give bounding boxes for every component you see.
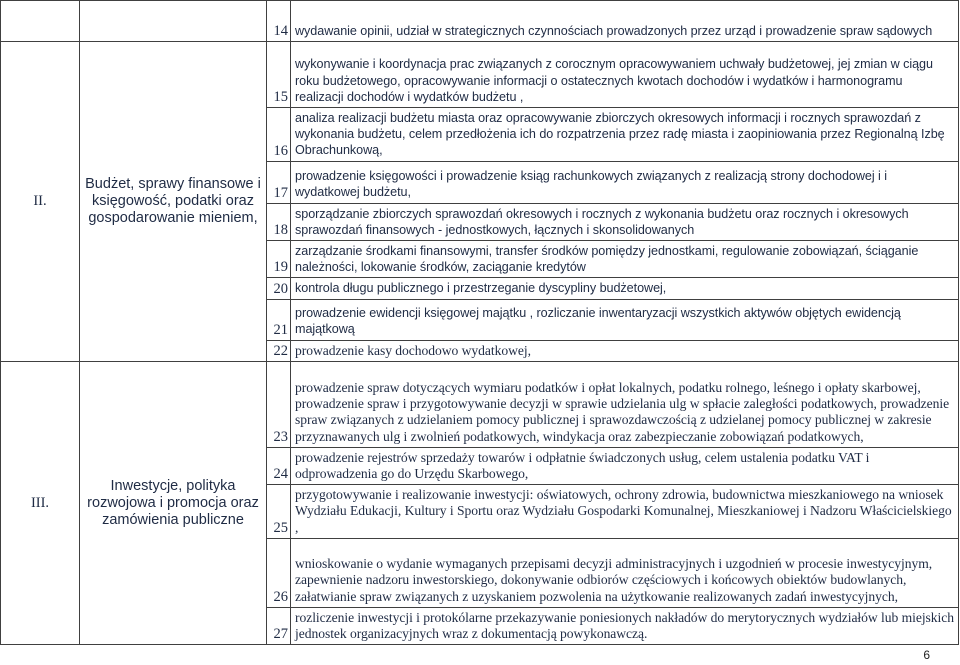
row-number: 18 [267, 203, 291, 240]
table-row [1, 1, 959, 42]
row-number: 14 [267, 1, 291, 42]
section-number: III. [1, 361, 80, 644]
table-row [1, 361, 959, 447]
task-description: prowadzenie księgowości i prowadzenie ksiąg rachunkowych związanych z realizacją strony dochodowej i i wydatkowej budżetu, [291, 161, 959, 203]
row-number: 24 [267, 447, 291, 484]
row-number: 19 [267, 241, 291, 278]
department-name: Budżet, sprawy finansowe i księgowość, podatki oraz gospodarowanie mieniem, [80, 42, 267, 362]
row-number: 21 [267, 299, 291, 340]
task-description: przygotowywanie i realizowanie inwestycji: oświatowych, ochrony zdrowia, budownictwa mieszkaniowego na wniosek Wydziału Edukacji, Kultury i Sportu oraz Wydziału Gospodarki Komunalnej, Mieszkaniowej i Nadzoru Właścicielskiego , [291, 485, 959, 539]
row-number: 23 [267, 361, 291, 447]
task-description: rozliczenie inwestycji i protokólarne przekazywanie poniesionych nakładów do merytorycznych wydziałów lub miejskich jednostek organizacyjnych wraz z dokumentacją powykonawczą. [291, 607, 959, 644]
task-description: analiza realizacji budżetu miasta oraz opracowywanie zbiorczych okresowych informacji i rocznych sprawozdań z wykonania budżetu, celem przedłożenia ich do rozpatrzenia przez radę miasta i zaopiniowania przez Regionalną Izbę Obrachunkową, [291, 108, 959, 162]
task-description: wydawanie opinii, udział w strategicznych czynnościach prowadzonych przez urząd i prowadzenie spraw sądowych [291, 1, 959, 42]
task-description: prowadzenie rejestrów sprzedaży towarów i odpłatnie świadczonych usług, celem ustalenia podatku VAT i odprowadzenia go do Urzędu Skarbowego, [291, 447, 959, 484]
section-number-cell [1, 1, 80, 42]
task-description: kontrola długu publicznego i przestrzeganie dyscypliny budżetowej, [291, 278, 959, 299]
department-name: Inwestycje, polityka rozwojowa i promocja oraz zamówienia publiczne [80, 361, 267, 644]
row-number: 17 [267, 161, 291, 203]
row-number: 16 [267, 108, 291, 162]
task-description: prowadzenie ewidencji księgowej majątku , rozliczanie inwentaryzacji wszystkich aktywów objętych ewidencją majątkową [291, 299, 959, 340]
task-description: prowadzenie spraw dotyczących wymiaru podatków i opłat lokalnych, podatku rolnego, leśnego i opłaty skarbowej, prowadzenie spraw i przygotowywanie decyzji w sprawie udzielania ulg w spłacie zaległości podatkowych, prowadzenie spraw związanych z udzielaniem pomocy publicznej i sprawozdawczością z udzielanej pomocy publicznej w zakresie przyznawanych ulg i zwolnień podatkowych, windykacja oraz zabezpieczanie zobowiązań podatkowych, [291, 361, 959, 447]
row-number: 15 [267, 42, 291, 108]
department-cell [80, 1, 267, 42]
table-row [1, 42, 959, 108]
task-description: zarządzanie środkami finansowymi, transfer środków pomiędzy jednostkami, regulowanie zobowiązań, ściąganie należności, lokowanie środków, zaciąganie kredytów [291, 241, 959, 278]
page-number: 6 [923, 648, 930, 662]
row-number: 25 [267, 485, 291, 539]
row-number: 22 [267, 340, 291, 361]
row-number: 26 [267, 538, 291, 607]
task-description: sporządzanie zbiorczych sprawozdań okresowych i rocznych z wykonania budżetu oraz rocznych i okresowych sprawozdań finansowych - jednostkowych, łącznych i skonsolidowanych [291, 203, 959, 240]
task-description: wnioskowanie o wydanie wymaganych przepisami decyzji administracyjnych i uzgodnień w procesie inwestycyjnym, zapewnienie nadzoru inwestorskiego, dokonywanie odbiorów częściowych i końcowych obiektów budowlanych, załatwianie spraw związanych z uzyskaniem pozwolenia na użytkowanie realizowanych zadań inwestycyjnych, [291, 538, 959, 607]
section-number: II. [1, 42, 80, 362]
row-number: 27 [267, 607, 291, 644]
task-description: prowadzenie kasy dochodowo wydatkowej, [291, 340, 959, 361]
row-number: 20 [267, 278, 291, 299]
task-description: wykonywanie i koordynacja prac związanych z corocznym opracowywaniem uchwały budżetowej, jej zmian w ciągu roku budżetowego, opracowywanie informacji o ostatecznych kwotach dochodów i wydatków i harmonogramu realizacji dochodów i wydatków budżetu , [291, 42, 959, 108]
